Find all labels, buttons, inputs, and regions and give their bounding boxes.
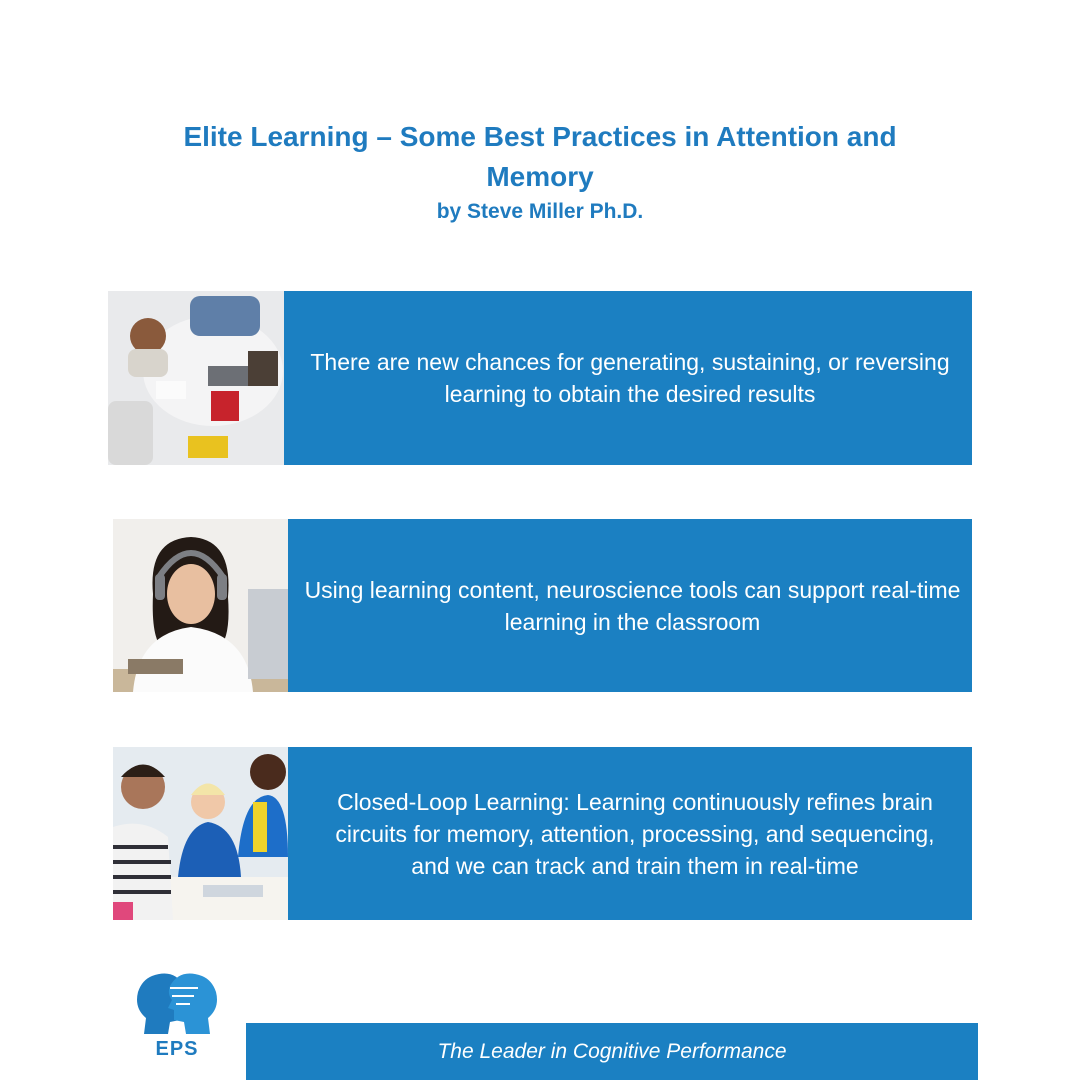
eps-logo	[132, 968, 222, 1060]
closed-loop-heading: Closed-Loop Learning	[337, 788, 564, 815]
author-byline: by Steve Miller Ph.D.	[436, 200, 644, 223]
header	[0, 117, 1080, 227]
eps-heads-icon	[132, 968, 222, 1038]
card-text-1: There are new chances for generating, sustaining, or reversing learning to obtain the desired results	[310, 349, 950, 407]
footer-tagline-bar	[246, 1023, 978, 1080]
students-around-table-photo	[108, 291, 284, 465]
info-card-2	[113, 519, 972, 692]
info-card-3	[113, 747, 972, 920]
info-card-1	[108, 291, 972, 465]
card-text-3: Closed-Loop Learning: Learning continuously refines brain circuits for memory, attention, processing, and sequencing, and we can track and train them in real-time	[335, 788, 935, 879]
card-text-2: Using learning content, neuroscience tools can support real-time learning in the classroom	[304, 576, 961, 635]
students-in-class-photo	[113, 747, 288, 920]
logo-text: EPS	[155, 1038, 199, 1060]
page-title: Elite Learning – Some Best Practices in Attention and Memory	[183, 121, 897, 192]
girl-with-headphones-photo	[113, 519, 288, 692]
tagline: The Leader in Cognitive Performance	[437, 1039, 787, 1063]
